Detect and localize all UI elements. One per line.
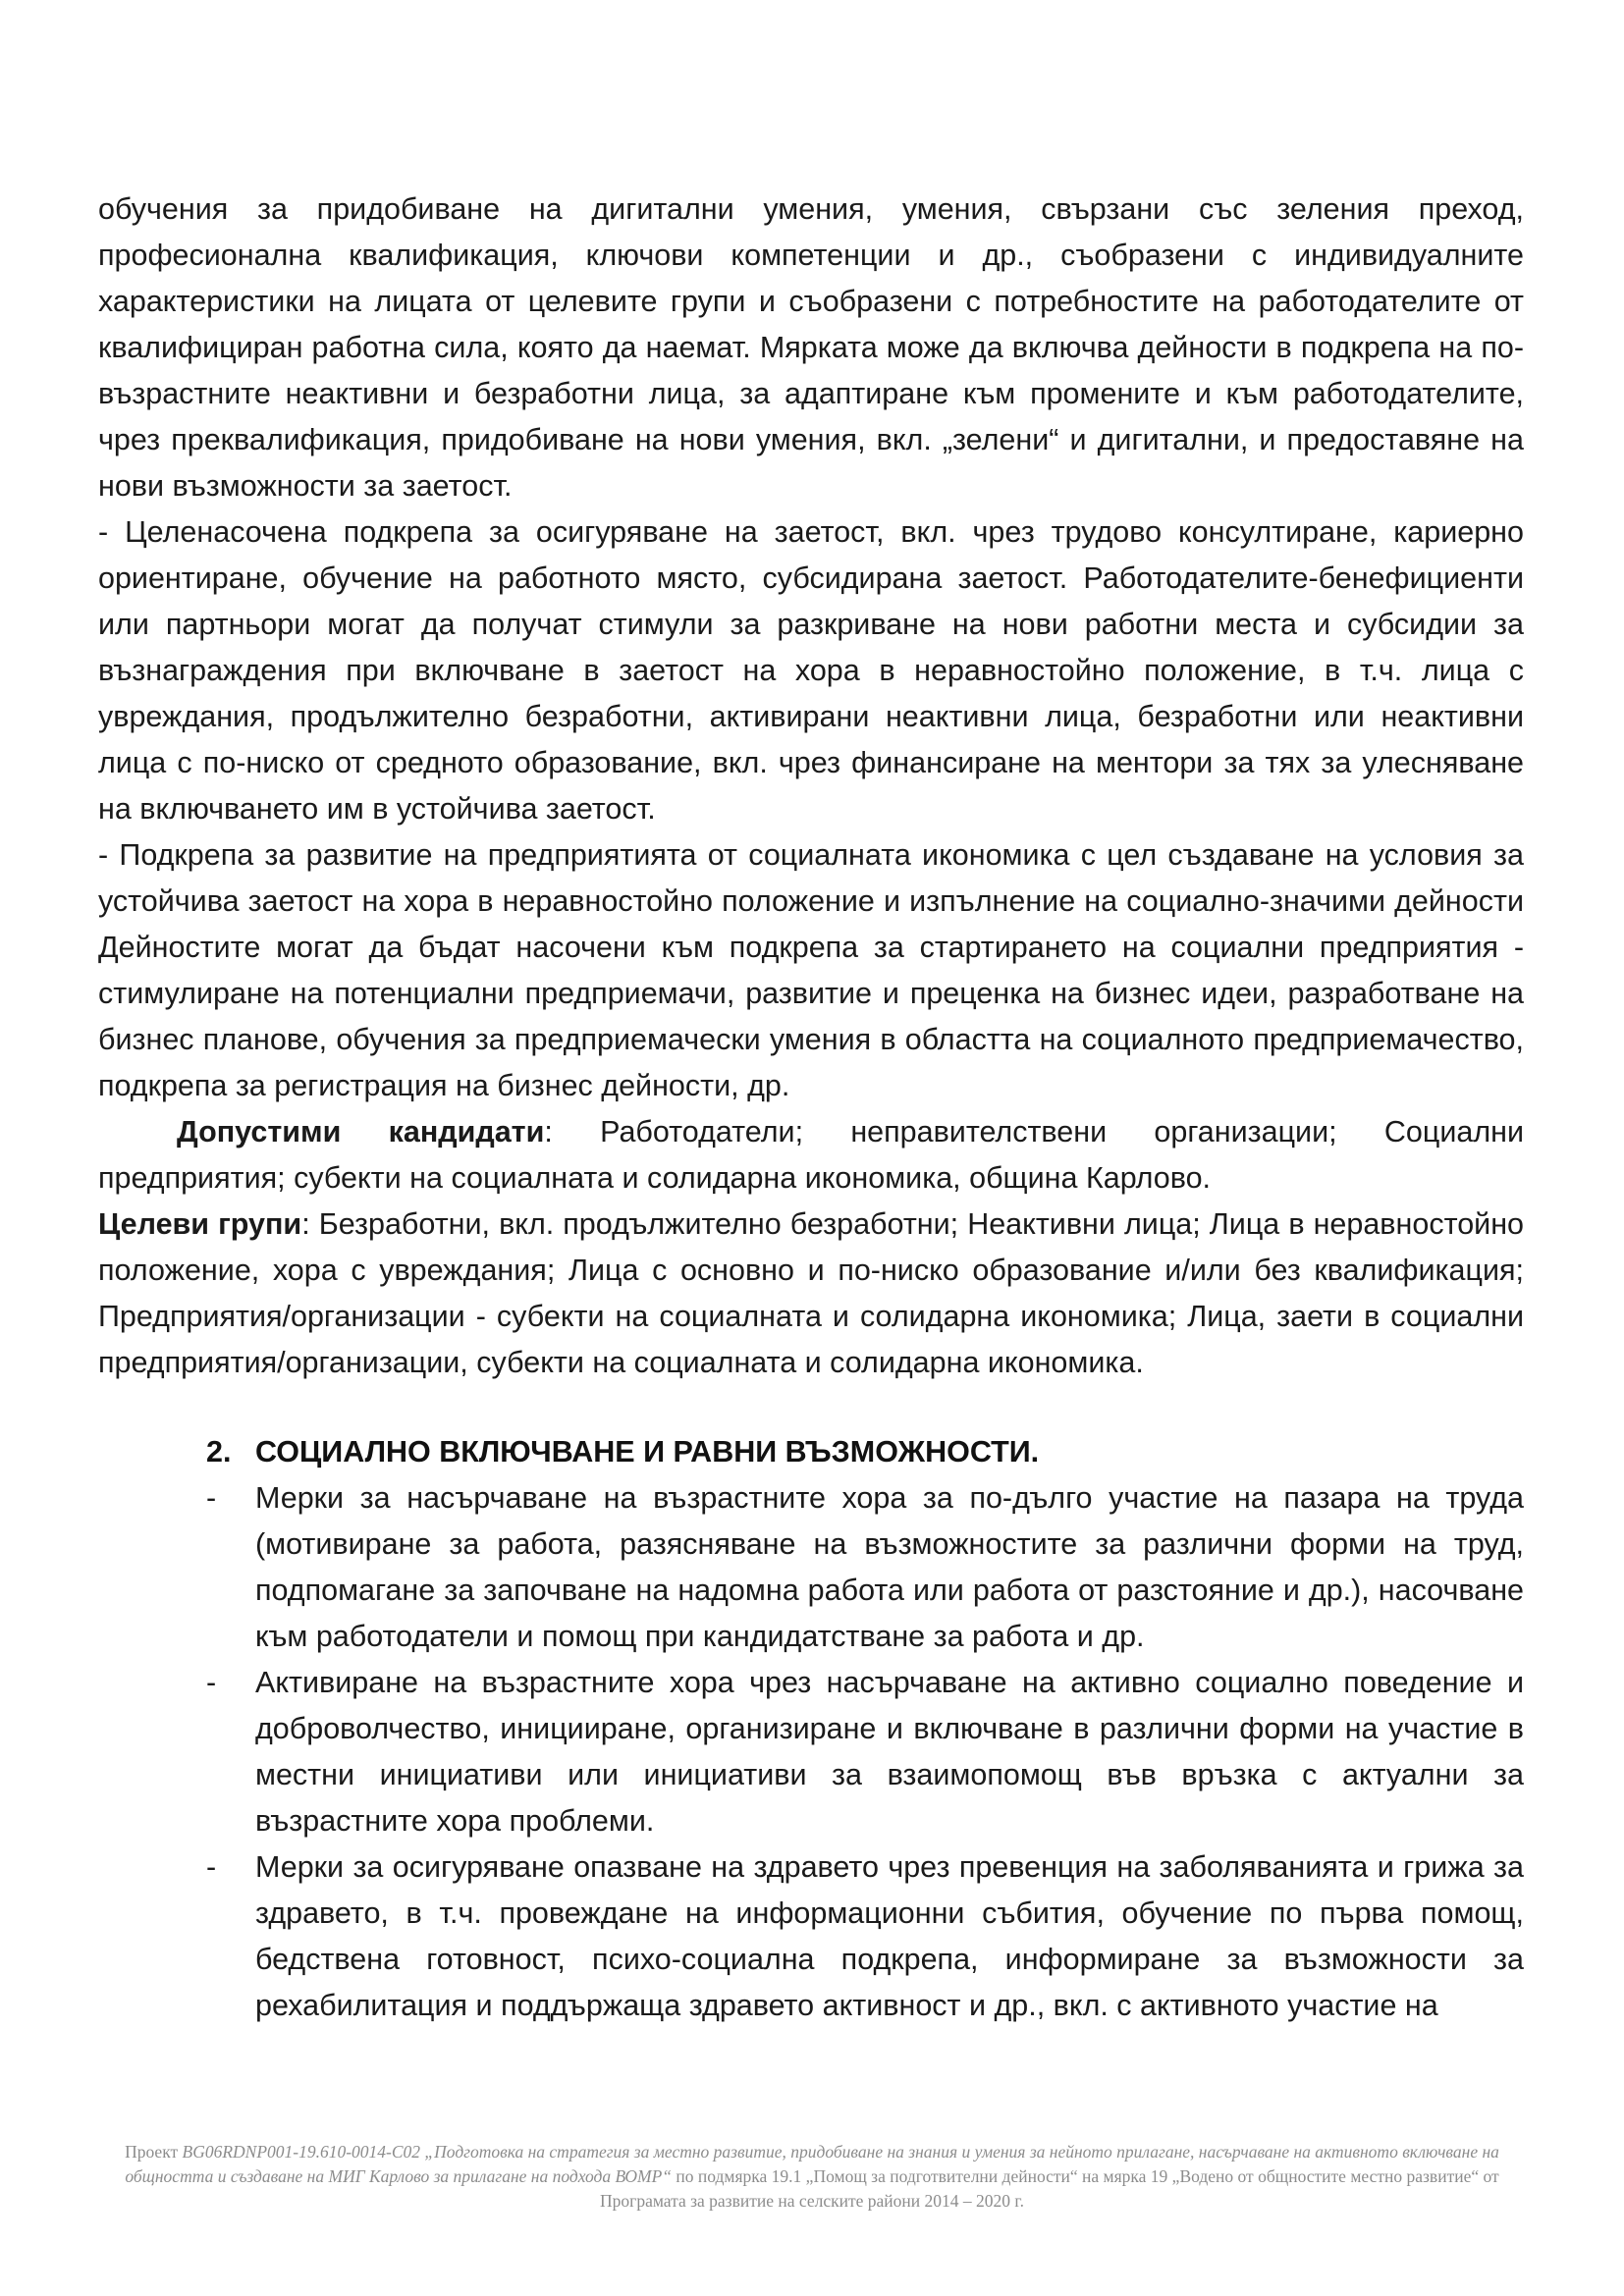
- footer-project-title: BG06RDNP001-19.610-0014-C02 „Подготовка на стратегия за местно развитие, придобиване на знания и умения за нейното прилагане, насърчаване на активното включване на общността и създаване на МИГ Карлово за прилагане на подхода ВОМР“: [125, 2142, 1499, 2186]
- bullet-dash: -: [206, 1666, 217, 1699]
- target-groups-text: : Безработни, вкл. продължително безработни; Неактивни лица; Лица в неравностойно положение, хора с увреждания; Лица с основно и по-ниско образование и/или без квалификация; Предприятия/организации - субекти на социалната и солидарна икономика; Лица, заети в социални предприятия/организации, субекти на социалната и солидарна икономика.: [98, 1207, 1525, 1379]
- list-item-elderly-activation: [98, 1660, 1524, 1844]
- page-footer: [98, 2140, 1526, 2214]
- eligible-candidates-label: Допустими кандидати: [177, 1115, 545, 1148]
- list-item-elderly-labour-participation: [98, 1475, 1524, 1660]
- paragraph-target-groups: [98, 1201, 1524, 1386]
- bullet-text: Мерки за осигуряване опазване на здравето чрез превенция на заболяванията и грижа за здравето, в т.ч. провеждане на информационни събития, обучение по първа помощ, бедствена готовност, психо-социална подкрепа, информиране за възможности за рехабилитация и поддържаща здравето активност и др., вкл. с активното участие на: [255, 1850, 1524, 2022]
- section-heading-social-inclusion: [98, 1429, 1524, 1475]
- paragraph-eligible-candidates: [98, 1109, 1524, 1201]
- bullet-dash: -: [206, 1850, 217, 1884]
- section-title: СОЦИАЛНО ВКЛЮЧВАНЕ И РАВНИ ВЪЗМОЖНОСТИ.: [255, 1435, 1040, 1468]
- footer-project-prefix: Проект: [125, 2142, 183, 2162]
- section-number: 2.: [206, 1435, 232, 1468]
- paragraph-trainings: обучения за придобиване на дигитални умения, умения, свързани със зеления преход, професионална квалификация, ключови компетенции и др., съобразени с индивидуалните характеристики на лицата от целевите групи и съобразени с потребностите на работодателите от квалифициран работна сила, която да наемат. Мярката може да включва дейности в подкрепа на по-възрастните неактивни и безработни лица, за адаптиране към промените и към работодателите, чрез преквалификация, придобиване на нови умения, вкл. „зелени“ и дигитални, и предоставяне на нови възможности за заетост.: [98, 192, 1524, 503]
- bullet-text: Активиране на възрастните хора чрез насърчаване на активно социално поведение и доброволчество, иницииране, организиране и включване в различни форми на участие в местни инициативи или инициативи за взаимопомощ във връзка с актуални за възрастните хора проблеми.: [255, 1666, 1524, 1838]
- bullet-text: Мерки за насърчаване на възрастните хора за по-дълго участие на пазара на труда (мотивиране за работа, разясняване на възможностите за различни форми на труд, подпомагане за започване на надомна работа или работа от разстояние и др.), насочване към работодатели и помощ при кандидатстване за работа и др.: [255, 1481, 1524, 1653]
- footer-programme-text: по подмярка 19.1 „Помощ за подготвителни дейности“ на мярка 19 „Водено от общностите местно развитие“ от Програмата за развитие на селските райони 2014 – 2020 г.: [600, 2166, 1499, 2211]
- target-groups-label: Целеви групи: [98, 1207, 302, 1241]
- paragraph-social-economy-support: - Подкрепа за развитие на предприятията от социалната икономика с цел създаване на условия за устойчива заетост на хора в неравностойно положение и изпълнение на социално-значими дейности Дейностите могат да бъдат насочени към подкрепа за стартирането на социални предприятия - стимулиране на потенциални предприемачи, развитие и преценка на бизнес идеи, разработване на бизнес планове, обучения за предприемачески умения в областта на социалното предприемачество, подкрепа за регистрация на бизнес дейности, др.: [98, 838, 1524, 1102]
- bullet-dash: -: [206, 1481, 217, 1515]
- page-body: [98, 187, 1524, 2029]
- eligible-candidates-text: : Работодатели; неправителствени организации; Социални предприятия; субекти на социалната и солидарна икономика, община Карлово.: [98, 1115, 1524, 1195]
- paragraph-targeted-employment-support: - Целенасочена подкрепа за осигуряване на заетост, вкл. чрез трудово консултиране, кариерно ориентиране, обучение на работното място, субсидирана заетост. Работодателите-бенефициенти или партньори могат да получат стимули за разкриване на нови работни места и субсидии за възнаграждения при включване в заетост на хора в неравностойно положение, в т.ч. лица с увреждания, продължително безработни, активирани неактивни лица, безработни или неактивни лица с по-ниско от средното образование, вкл. чрез финансиране на ментори за тях за улесняване на включването им в устойчива заетост.: [98, 515, 1524, 826]
- list-item-health-protection: [98, 1844, 1524, 2029]
